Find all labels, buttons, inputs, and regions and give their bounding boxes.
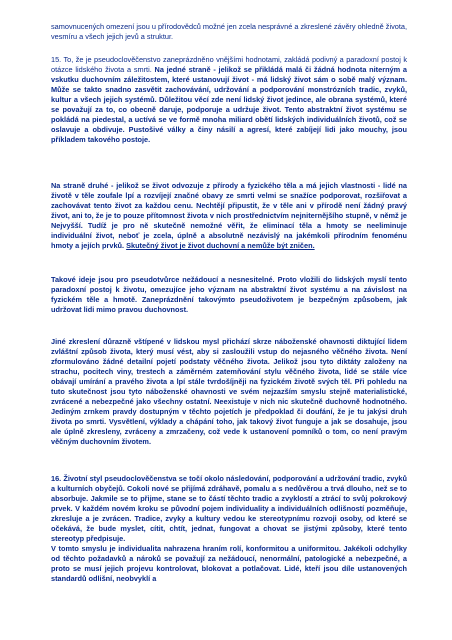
- paragraph-15-c: [51, 275, 407, 315]
- paragraph-intro-tail: [51, 22, 407, 42]
- text-run: V tomto smyslu je individualita nahrazena hraním rolí, konformitou a uniformitou. Jakékoli odchylky od těchto požadavků a nároků se považují za nežádoucí, nenormální, patologické a nebezpečné, a proto se musí jejich projevu kontrolovat, blokovat a potlačovat. Lidé, kteří jsou díle ustanovených standardů odlišní, neobvyklí a: [51, 544, 407, 584]
- text-run: Jiné zkreslení důrazně vštípené v lidskou mysl přichází skrze náboženské ohavnosti diktující lidem zvláštní způsob života, který musí vést, aby si zasloužili vstup do nejasného věčného života. Není zformulováno žádné detailní pojetí podstaty věčného života. Jelikož jsou tyto diktáty založeny na strachu, pocitech viny, trestech a záměrném zatemňování stylu věčného života, lidé se stále více obávají umírání a pravého života a lpí stále tvrdošíjněji na fyzickém životě svých těl. Při pohledu na tuto skutečnost jsou tyto náboženské ohavnosti ve svém nejzazším smyslu stejně materialistické, zvrácené a nebezpečné jako všechny ostatní. Neexistuje v nich nic skutečně duchovně hodnotného. Jediným zrnkem pravdy dostupným v těchto pojetích je předpoklad či doufání, že je tu jakýsi druh života po smrti. Vysvětlení, výklady a chápání toho, jak takový život funguje a jak se dosahuje, jsou ale úplně zkresleny, zvráceny a zmrzačeny, což vede k ustanovení pomníků o tom, co není pravým věčným duchovním životem.: [51, 337, 407, 447]
- paragraph-15-a: [51, 55, 407, 145]
- paragraph-16: [51, 474, 407, 585]
- text-run: samovnucených omezení jsou u přírodovědců možné jen zcela nesprávné a zkreslené závěry ohledně života, vesmíru a všech jejich jevů a struktur.: [51, 22, 407, 42]
- paragraph-15-d: [51, 337, 407, 448]
- text-run: Na straně druhé - jelikož se život odvozuje z přírody a fyzického těla a má jejich vlastnosti - lidé na životě v těle zoufale lpí a rozvíjejí značné obavy ze smrti velmi se snažíce podporovat, rozšiřovat a zachovávat tento život za každou cenu.: [51, 181, 407, 211]
- text-run: Skutečný život je život duchovní a nemůže být zničen.: [126, 241, 315, 251]
- text-run: Takové ideje jsou pro pseudotvůrce nežádoucí a nesnesitelné. Proto vložili do lidských myslí tento paradoxní postoj k životu, omezujíce jeho význam na abstraktní život systému a na závislost na fyzickém těle a hmotě. Zaneprázdnění takovýmto pseudoživotem je bezpečným způsobem, jak udržovat lidi mimo pravou duchovnost.: [51, 275, 407, 315]
- text-run: Na jedné straně - jelikož se přikládá malá či žádná hodnota niterným a vskutku duchovním záležitostem, které ustanovují život - má lidský život sám o sobě malý význam. Může se takto snadno zasvětit zachovávání, udržování a podporování monstrózních tradic, zvyků, kultur a všech jejich systémů. Důležitou věcí zde není lidský život jedince, ale obrana systémů, které se považují za to, co obecně daruje, podporuje a udržuje život. Tento abstraktní život systému se pokládá na piedestal, a uctívá se ve formě mnoha miliard obětí lidských individuálních životů, což se oslavuje a obdivuje. Pustošivé války a činy násilí a agresí, které zabíjejí lidi jako mouchy, jsou příkladem takového postoje.: [51, 65, 407, 145]
- text-run: Nechtějí připustit, že v těle ani v přírodě není žádný pravý život, ani to, že je to pouze přítomnost života v nich prostřednictvím nejniternějšího stupně, v němž je Nejvyšší. Tudíž je pro ně skutečně nemožné věřit, že eliminací těla a hmoty se neeliminuje individuální život, neboť je zcela, úplně a absolutně nezávislý na jakémkoli přírodním fenoménu hmoty a jejích prvků.: [51, 201, 407, 251]
- text-run: 15. To, že je pseudoclověčenstvo zaneprázdněno vnějšími hodnotami, zakládá podivný a paradoxní postoj k otázce lidského života a smrti.: [51, 55, 407, 75]
- paragraph-15-b: [51, 181, 407, 251]
- text-run: 16. Životní styl pseudoclověčenstva se točí okolo následování, podporování a udržování tradic, zvyků a kulturních obyčejů. Cokoli nové se přijímá zdráhavě, pomalu a s nedůvěrou a trvá dlouho, než se to absorbuje. Jakmile se to přijme, stane se to částí těchto tradic a zvyklostí a ztrácí to svůj pokrokový prvek. V každém novém kroku se původní pojem individuality a individuálních odlišností pozměňuje, zkresluje a je zvrácen. Tradice, zvyky a kultury vedou ke stereotypnímu rozvoji osoby, od které se očekává, že bude myslet, cítit, chtít, jednat, fungovat a chovat se jistými způsoby, které tento stereotyp předpisuje.: [51, 474, 407, 544]
